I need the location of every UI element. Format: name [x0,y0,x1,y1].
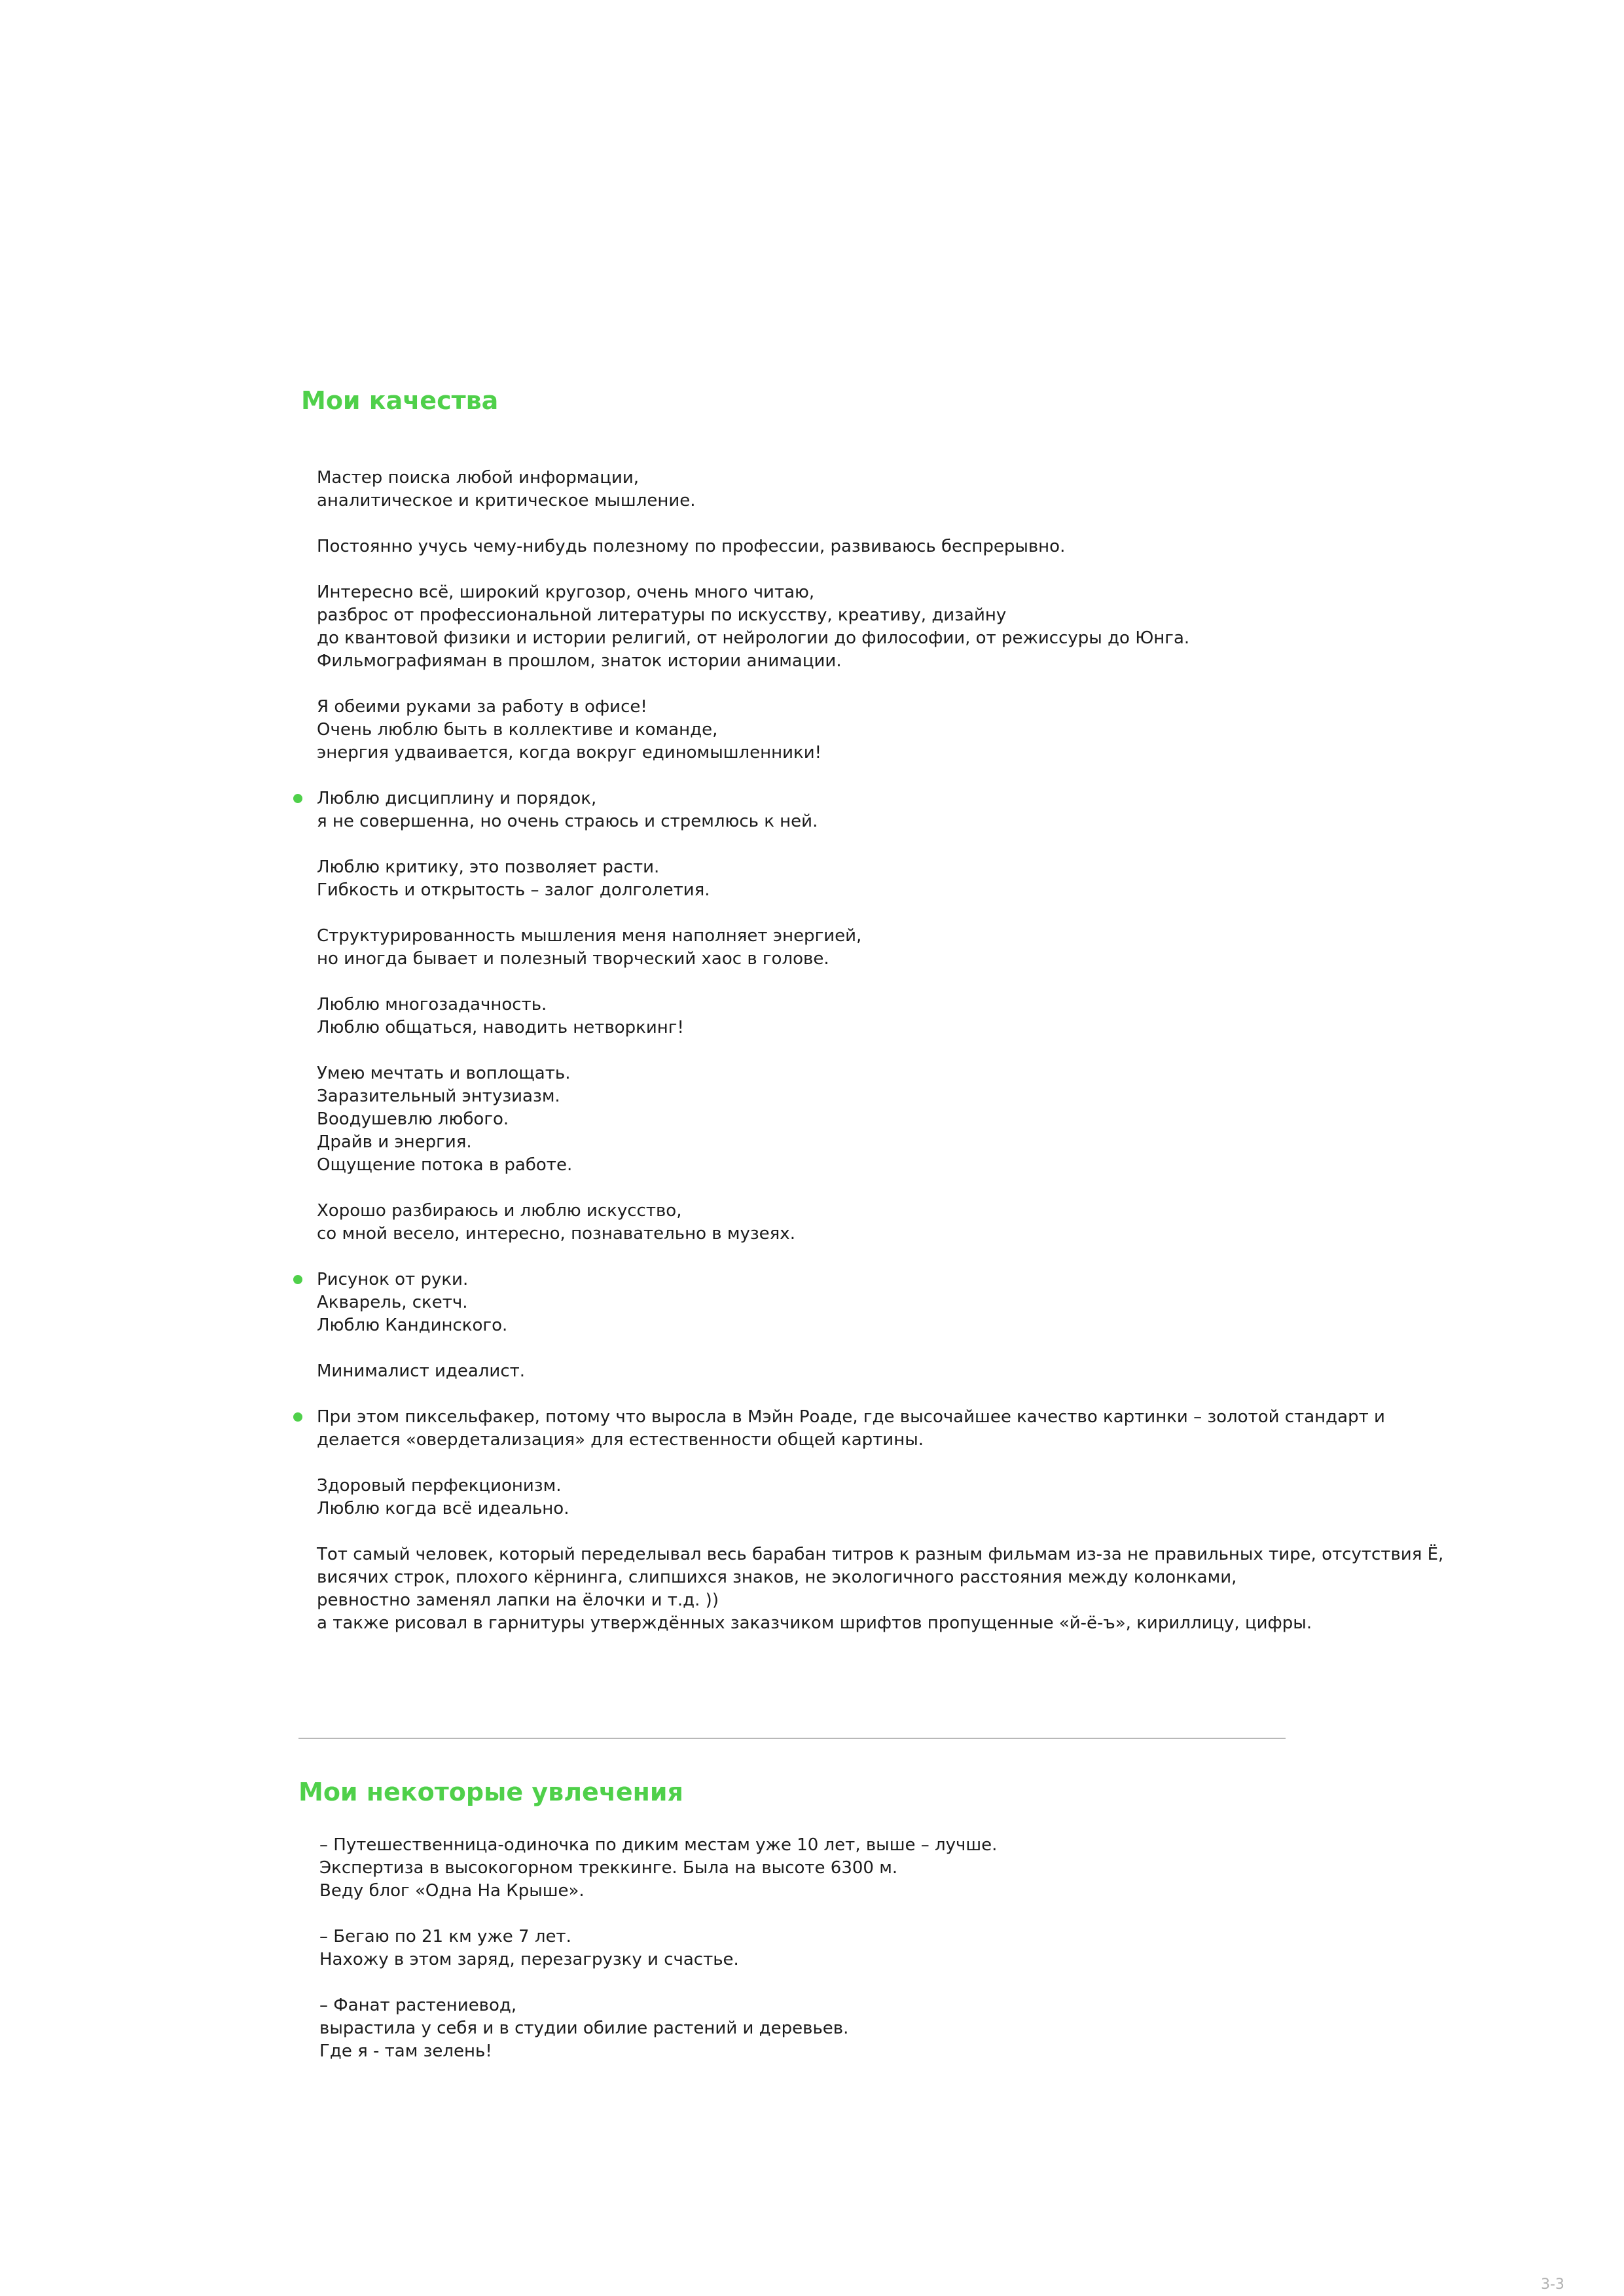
text-line: Рисунок от руки. [317,1270,469,1289]
text-line: Веду блог «Одна На Крыше». [319,1881,585,1901]
text-line: Фильмографияман в прошлом, знаток истории анимации. [317,651,842,671]
text-line: Люблю когда всё идеально. [317,1499,569,1518]
text-line: Постоянно учусь чему-нибудь полезному по профессии, развиваюсь беспрерывно. [317,537,1066,556]
paragraph [317,1062,1561,1177]
paragraph [317,696,1561,764]
text-line: Гибкость и открытость – залог долголетия. [317,880,710,900]
text-line: Люблю дисциплину и порядок, [317,789,597,808]
section-heading-qualities: Мои качества [301,386,499,415]
section-divider [298,1738,1286,1739]
paragraph [319,1926,1432,1971]
text-line: Люблю критику, это позволяет расти. [317,857,660,877]
qualities-text-block [317,467,1561,1658]
text-line: а также рисовал в гарнитуры утверждённых заказчиком шрифтов пропущенные «й-ё-ъ», кириллицу, цифры. [317,1613,1312,1633]
paragraph [317,581,1561,673]
paragraph [317,787,1561,833]
text-line: При этом пиксельфакер, потому что выросла в Мэйн Роаде, где высочайшее качество картинки – золотой стандарт и [317,1407,1385,1427]
text-line: Умею мечтать и воплощать. [317,1064,571,1083]
text-line: Люблю Кандинского. [317,1316,508,1335]
paragraph [317,1200,1561,1246]
text-line: Заразительный энтузиазм. [317,1086,560,1106]
bullet-dot-icon [293,1275,302,1284]
text-line: Драйв и энергия. [317,1132,472,1152]
text-line: до квантовой физики и истории религий, от нейрологии до философии, от режиссуры до Юнга. [317,628,1190,648]
text-line: Минималист идеалист. [317,1361,526,1381]
paragraph [317,856,1561,902]
text-line: со мной весело, интересно, познавательно в музеях. [317,1224,795,1244]
text-line: я не совершенна, но очень страюсь и стремлюсь к ней. [317,812,818,831]
text-line: аналитическое и критическое мышление. [317,491,696,511]
text-line: Воодушевлю любого. [317,1109,509,1129]
text-line: Я обеими руками за работу в офисе! [317,697,647,717]
paragraph [317,467,1561,512]
paragraph [317,994,1561,1039]
text-line: Здоровый перфекционизм. [317,1476,562,1496]
bullet-dot-icon [293,794,302,803]
paragraph [317,925,1561,971]
text-line: – Путешественница-одиночка по диким местам уже 10 лет, выше – лучше. [319,1835,998,1855]
hobbies-text-block [319,1834,1432,2086]
text-line: Где я - там зелень! [319,2041,492,2061]
text-line: Люблю многозадачность. [317,995,547,1014]
paragraph [317,1360,1561,1383]
text-line: делается «овердетализация» для естественности общей картины. [317,1430,924,1450]
text-line: – Бегаю по 21 км уже 7 лет. [319,1927,571,1946]
paragraph [317,1406,1561,1452]
text-line: Очень люблю быть в коллективе и команде, [317,720,718,740]
bullet-dot-icon [293,1412,302,1422]
text-line: Люблю общаться, наводить нетворкинг! [317,1018,684,1037]
text-line: Тот самый человек, который переделывал весь барабан титров к разным фильмам из-за не правильных тире, отсутствия Ё, [317,1545,1444,1564]
text-line: Экспертиза в высокогорном треккинге. Была на высоте 6300 м. [319,1858,898,1878]
paragraph [319,1994,1432,2063]
text-line: висячих строк, плохого кёрнинга, слипшихся знаков, не экологичного расстояния между колонками, [317,1568,1237,1587]
paragraph [317,1475,1561,1520]
text-line: энергия удваивается, когда вокруг единомышленники! [317,743,822,762]
text-line: Интересно всё, широкий кругозор, очень много читаю, [317,583,815,602]
text-line: ревностно заменял лапки на ёлочки и т.д. )) [317,1590,719,1610]
paragraph [317,1268,1561,1337]
page-number: 3-3 [1541,2276,1564,2293]
text-line: Акварель, скетч. [317,1293,468,1312]
paragraph [317,1543,1561,1635]
paragraph [317,535,1561,558]
text-line: но иногда бывает и полезный творческий хаос в голове. [317,949,829,969]
text-line: Мастер поиска любой информации, [317,468,640,488]
text-line: – Фанат растениевод, [319,1996,517,2015]
text-line: вырастила у себя и в студии обилие растений и деревьев. [319,2018,849,2038]
paragraph [319,1834,1432,1903]
text-line: Нахожу в этом заряд, перезагрузку и счастье. [319,1950,739,1969]
section-heading-hobbies: Мои некоторые увлечения [298,1778,683,1806]
text-line: Хорошо разбираюсь и люблю искусство, [317,1201,682,1221]
text-line: Ощущение потока в работе. [317,1155,573,1175]
text-line: Структурированность мышления меня наполняет энергией, [317,926,862,946]
text-line: разброс от профессиональной литературы по искусству, креативу, дизайну [317,605,1007,625]
